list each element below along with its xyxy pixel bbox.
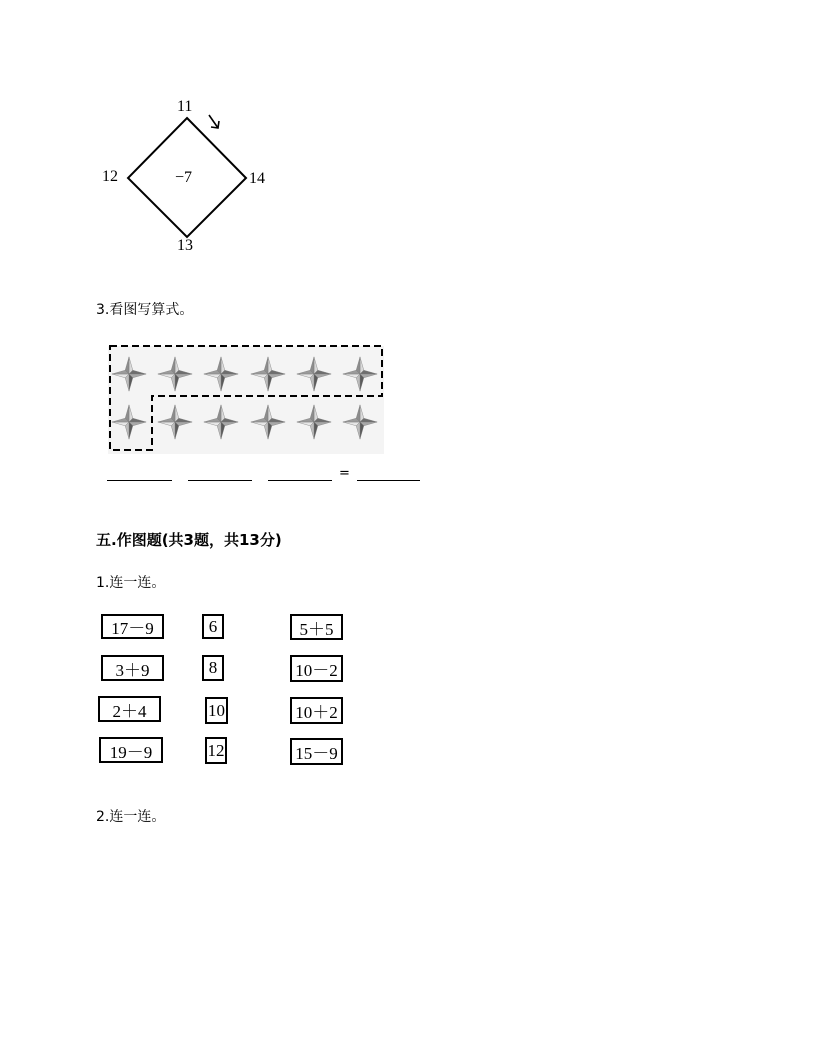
four-point-star-icon bbox=[110, 403, 148, 441]
four-point-star-icon bbox=[341, 403, 379, 441]
diamond-top-number: 11 bbox=[177, 98, 193, 115]
connect-1-title: 1.连一连。 bbox=[96, 575, 166, 591]
answer-blank-2[interactable] bbox=[188, 480, 252, 481]
answer-blank-4[interactable] bbox=[357, 480, 420, 481]
number-box[interactable]: 12 bbox=[205, 737, 227, 764]
four-point-star-icon bbox=[202, 355, 240, 393]
number-box[interactable]: 6 bbox=[202, 614, 224, 639]
section-5-title: 五.作图题(共3题，共13分) bbox=[96, 531, 282, 549]
number-box[interactable]: 8 bbox=[202, 655, 224, 681]
expression-box[interactable]: 17－9 bbox=[101, 614, 164, 639]
expression-box[interactable]: 10－2 bbox=[290, 655, 343, 682]
four-point-star-icon bbox=[156, 355, 194, 393]
connect-2-title: 2.连一连。 bbox=[96, 809, 166, 825]
four-point-star-icon bbox=[295, 355, 333, 393]
expression-box[interactable]: 10＋2 bbox=[290, 697, 343, 724]
diamond-right-number: 14 bbox=[249, 170, 265, 187]
expression-box[interactable]: 3＋9 bbox=[101, 655, 164, 681]
answer-blank-1[interactable] bbox=[107, 480, 172, 481]
four-point-star-icon bbox=[156, 403, 194, 441]
answer-blank-3[interactable] bbox=[268, 480, 332, 481]
question-3-title: 3.看图写算式。 bbox=[96, 302, 194, 318]
expression-box[interactable]: 19－9 bbox=[99, 737, 163, 763]
four-point-star-icon bbox=[202, 403, 240, 441]
expression-box[interactable]: 2＋4 bbox=[98, 696, 161, 722]
expression-box[interactable]: 5＋5 bbox=[290, 614, 343, 640]
diamond-left-number: 12 bbox=[102, 168, 118, 185]
arrow-down-right-icon bbox=[209, 115, 219, 128]
four-point-star-icon bbox=[341, 355, 379, 393]
four-point-star-icon bbox=[110, 355, 148, 393]
expression-box[interactable]: 15－9 bbox=[290, 738, 343, 765]
four-point-star-icon bbox=[295, 403, 333, 441]
equals-sign: = bbox=[339, 466, 350, 481]
diamond-center-operation: −7 bbox=[175, 169, 193, 186]
four-point-star-icon bbox=[249, 403, 287, 441]
four-point-star-icon bbox=[249, 355, 287, 393]
number-box[interactable]: 10 bbox=[205, 697, 228, 724]
diamond-bottom-number: 13 bbox=[177, 237, 193, 254]
